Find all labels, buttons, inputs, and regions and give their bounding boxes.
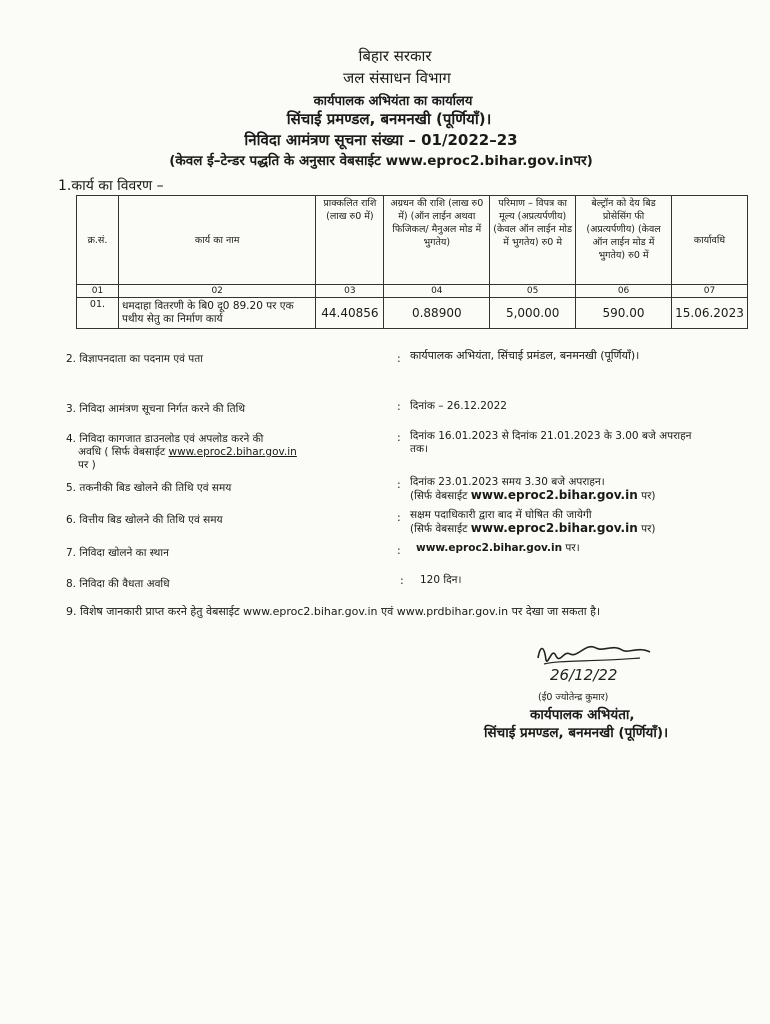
item5-value	[410, 476, 740, 503]
item6-label: 6. वित्तीय बिड खोलने की तिथि एवं समय	[66, 514, 223, 526]
header-notice-number: निविदा आमंत्रण सूचना संख्या – 01/2022–23	[244, 131, 518, 149]
item6-value-post: पर)	[637, 523, 656, 535]
item6-value-url: www.eproc2.bihar.gov.in	[470, 521, 638, 535]
item3-value: दिनांक – 26.12.2022	[410, 400, 507, 412]
item6-value	[410, 509, 740, 536]
table-row	[77, 298, 748, 329]
table-column-number-row	[77, 285, 748, 298]
item2-value: कार्यपालक अभियंता, सिंचाई प्रमंडल, बनमनखी (पूर्णियाँ)।	[410, 349, 640, 362]
col-header-estimated-cost: प्राक्कलित राशि (लाख रु0 में)	[316, 196, 384, 285]
signatory-name: (ई0 ज्योतेन्द्र कुमार)	[538, 692, 609, 703]
item2-label: 2. विज्ञापनदाता का पदनाम एवं पता	[66, 353, 203, 365]
item4-label-line2: अवधि ( सिर्फ वेबसाईट	[78, 446, 169, 458]
signatory-designation: कार्यपालक अभियंता,	[530, 707, 635, 723]
item6-colon: :	[397, 511, 401, 524]
col-number: 02	[118, 285, 315, 298]
cell-earnest-money: 0.88900	[384, 298, 490, 329]
handwritten-signature	[530, 636, 660, 686]
cell-bill-cost: 5,000.00	[490, 298, 576, 329]
work-details-table	[76, 195, 748, 329]
signatory-office: सिंचाई प्रमण्डल, बनमनखी (पूर्णियाँ)।	[484, 725, 669, 741]
col-header-work-name: कार्य का नाम	[118, 196, 315, 285]
item7-value-url: www.eproc2.bihar.gov.in	[416, 542, 563, 554]
item5-colon: :	[397, 478, 401, 491]
cell-period: 15.06.2023	[671, 298, 747, 329]
item8-colon: :	[400, 574, 404, 587]
item4-label-url: www.eproc2.bihar.gov.in	[168, 446, 297, 458]
col-number: 05	[490, 285, 576, 298]
item5-value-pre: (सिर्फ वेबसाईट	[410, 490, 471, 502]
item4-value: दिनांक 16.01.2023 से दिनांक 21.01.2023 के 3.00 बजे अपराहन तक।	[410, 430, 692, 455]
item9-note: 9. विशेष जानकारी प्राप्त करने हेतु वेबसाईट www.eproc2.bihar.gov.in एवं www.prdbihar.gov.in पर देखा जा सकता है।	[66, 605, 601, 618]
item4-label-line3: पर )	[78, 459, 96, 471]
item2-colon: :	[397, 352, 401, 365]
col-number: 03	[316, 285, 384, 298]
section1-title: 1.कार्य का विवरण –	[58, 178, 164, 194]
item4-label	[66, 433, 336, 472]
col-header-bid-fee: बेल्ट्रॉन को देय बिड प्रोसेसिंग फी (अप्रत्यर्पणीय) (केवल ऑन लाईन मोड में भुगतेय) रु0 में	[576, 196, 672, 285]
item4-colon: :	[397, 431, 401, 444]
col-header-bill-cost: परिमाण – विपत्र का मूल्य (अप्रत्यर्पणीय) (केवल ऑन लाईन मोड में भुगतेय) रु0 मे	[490, 196, 576, 285]
header-department: जल संसाधन विभाग	[343, 69, 451, 87]
cell-estimated-cost: 44.40856	[316, 298, 384, 329]
col-header-period: कार्यावधि	[671, 196, 747, 285]
col-number: 06	[576, 285, 672, 298]
item8-label: 8. निविदा की वैधता अवधि	[66, 578, 170, 590]
item7-colon: :	[397, 544, 401, 557]
header-govt: बिहार सरकार	[358, 47, 432, 65]
item6-value-pre: (सिर्फ वेबसाईट	[410, 523, 471, 535]
item7-label: 7. निविदा खोलने का स्थान	[66, 547, 169, 559]
col-number: 01	[77, 285, 119, 298]
item5-value-url: www.eproc2.bihar.gov.in	[470, 488, 638, 502]
item5-label: 5. तकनीकी बिड खोलने की तिथि एवं समय	[66, 482, 232, 494]
signature-date: 26/12/22	[550, 666, 618, 684]
cell-sl: 01.	[77, 298, 119, 329]
col-header-earnest-money: अग्रधन की राशि (लाख रु0 में) (ऑन लाईन अथवा फिजिकल/ मैनुअल मोड में भुगतेय)	[384, 196, 490, 285]
item5-value-line1: दिनांक 23.01.2023 समय 3.30 बजे अपराहन।	[410, 476, 605, 488]
item7-value	[416, 542, 716, 555]
col-number: 07	[671, 285, 747, 298]
cell-work-name: धमदाहा वितरणी के बि0 दू0 89.20 पर एक पथीय सेतु का निर्माण कार्य	[118, 298, 315, 329]
item4-label-line1: 4. निविदा कागजात डाउनलोड एवं अपलोड करने की	[66, 433, 264, 445]
item7-value-post: पर।	[562, 542, 580, 554]
item5-value-post: पर)	[637, 490, 656, 502]
table-header-row	[77, 196, 748, 285]
header-office: कार्यपालक अभियंता का कार्यालय	[313, 94, 473, 109]
item3-label: 3. निविदा आमंत्रण सूचना निर्गत करने की तिथि	[66, 403, 246, 415]
item8-value: 120 दिन।	[420, 574, 462, 586]
item6-value-line1: सक्षम पदाधिकारी द्वारा बाद में घोषित की जायेगी	[410, 509, 592, 521]
col-header-sl: क्र.सं.	[77, 196, 119, 285]
header-division: सिंचाई प्रमण्डल, बनमनखी (पूर्णियाँ)।	[286, 110, 492, 128]
header-etender-note: (केवल ई–टेन्डर पद्धति के अनुसार वेबसाईट www.eproc2.bihar.gov.inपर)	[169, 153, 593, 169]
col-number: 04	[384, 285, 490, 298]
item3-colon: :	[397, 400, 401, 413]
cell-bid-fee: 590.00	[576, 298, 672, 329]
